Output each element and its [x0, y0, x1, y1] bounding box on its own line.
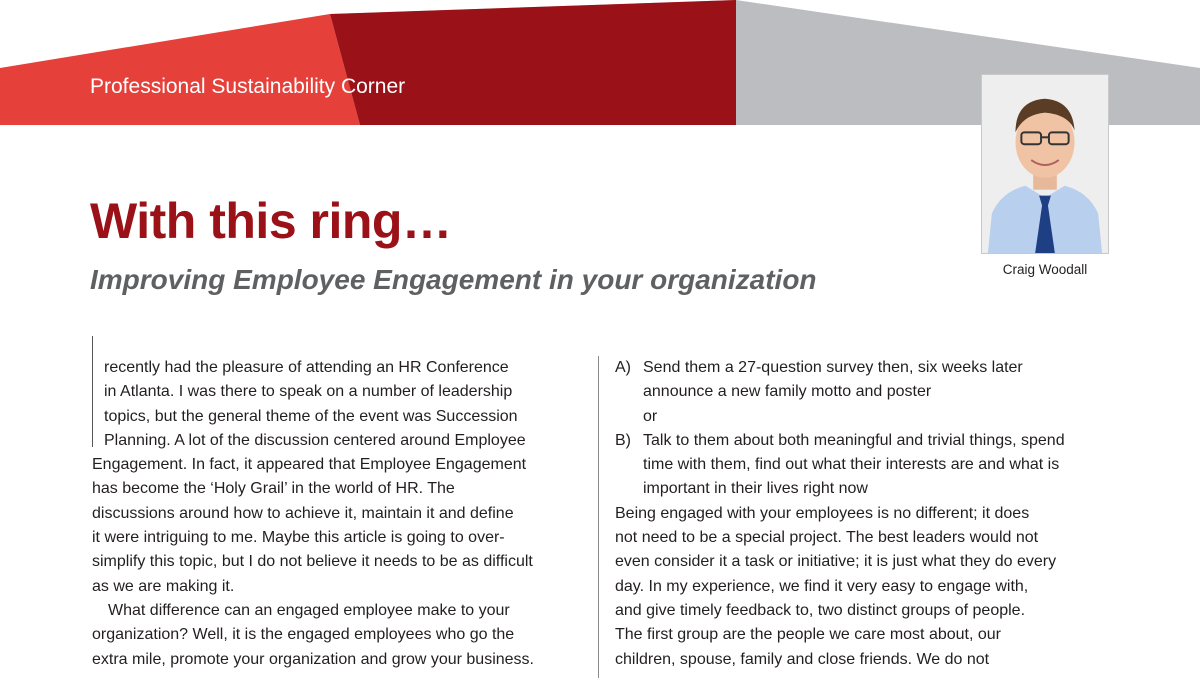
body-line: What difference can an engaged employee make to your: [108, 601, 510, 619]
body-line: in Atlanta. I was there to speak on a number of leadership: [104, 383, 513, 401]
body-line: The first group are the people we care most about, our: [615, 626, 1001, 644]
section-label: Professional Sustainability Corner: [90, 75, 406, 98]
body-line: extra mile, promote your organization and grow your business.: [92, 650, 534, 668]
body-line: recently had the pleasure of attending an HR Conference: [104, 359, 509, 376]
body-line: Planning. A lot of the discussion centered around Employee: [104, 431, 526, 449]
list-item-a: [615, 356, 1105, 380]
body-line: Talk to them about both meaningful and trivial things, spend: [643, 431, 1065, 449]
body-line: important in their lives right now: [643, 480, 868, 498]
list-marker: B): [615, 431, 631, 449]
banner-dark-red-band: [330, 0, 736, 125]
body-line: Being engaged with your employees is no different; it does: [615, 504, 1030, 522]
body-line: not need to be a special project. The best leaders would not: [615, 529, 1039, 547]
article-column-2: [615, 356, 1105, 672]
list-marker: A): [615, 359, 631, 376]
body-line: has become the ‘Holy Grail’ in the world of HR. The: [92, 480, 455, 498]
body-line: Send them a 27-question survey then, six weeks later: [643, 359, 1023, 376]
article-title: With this ring…: [90, 193, 452, 249]
body-line: as we are making it.: [92, 577, 235, 595]
body-line: day. In my experience, we find it very easy to engage with,: [615, 577, 1029, 595]
body-line: time with them, find out what their interests are and what is: [643, 456, 1060, 474]
body-line: children, spouse, family and close friends. We do not: [615, 650, 990, 668]
list-item-b: [615, 429, 1105, 453]
article-column-1: [92, 356, 592, 672]
banner-red-band: [0, 14, 360, 125]
body-line: and give timely feedback to, two distinct groups of people.: [615, 601, 1026, 619]
author-caption: Craig Woodall: [1002, 262, 1088, 277]
body-line: discussions around how to achieve it, maintain it and define: [92, 504, 514, 522]
body-line: simplify this topic, but I do not believe it needs to be as difficult: [92, 553, 533, 571]
body-line: even consider it a task or initiative; it is just what they do every: [615, 553, 1057, 571]
body-line: it were intriguing to me. Maybe this article is going to over-: [92, 529, 505, 547]
author-photo: [981, 74, 1109, 254]
article-subtitle: Improving Employee Engagement in your organization: [90, 264, 817, 295]
body-line: announce a new family motto and poster: [643, 383, 932, 401]
body-line: Engagement. In fact, it appeared that Employee Engagement: [92, 456, 527, 474]
body-line: organization? Well, it is the engaged employees who go the: [92, 626, 515, 644]
or-separator: or: [643, 407, 658, 425]
body-line: topics, but the general theme of the event was Succession: [104, 407, 518, 425]
column-divider: [598, 356, 599, 678]
